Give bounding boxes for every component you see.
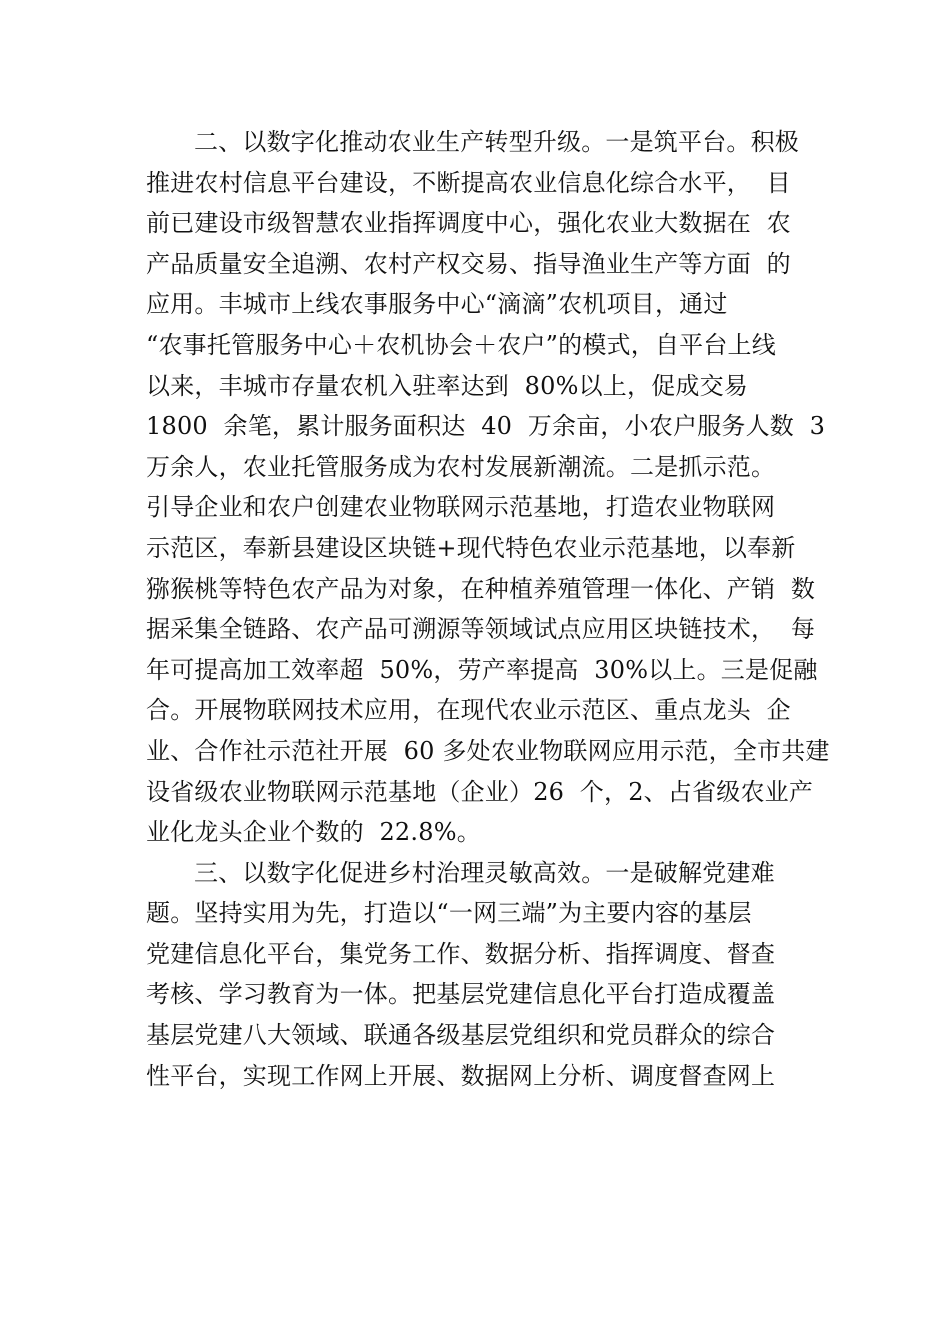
paragraph-3-line-1: 三、以数字化促进乡村治理灵敏高效。一是破解党建难	[194, 858, 775, 887]
paragraph-2-line-10: 引导企业和农户创建农业物联网示范基地，打造农业物联网	[146, 493, 776, 522]
paragraph-3-line-2: 题。坚持实用为先，打造以“一网三端”为主要内容的基层	[146, 899, 752, 928]
paragraph-2-line-5: 应用。丰城市上线农事服务中心“滴滴”农机项目，通过	[146, 290, 728, 319]
paragraph-3-line-4: 考核、学习教育为一体。把基层党建信息化平台打造成覆盖	[146, 980, 776, 1009]
paragraph-2-line-16: 业、合作社示范社开展 60 多处农业物联网应用示范，全市共建	[146, 736, 830, 765]
paragraph-2-line-8: 1800 余笔，累计服务面积达 40 万余亩，小农户服务人数 3	[146, 412, 826, 441]
paragraph-2-line-15: 合。开展物联网技术应用，在现代农业示范区、重点龙头 企	[146, 696, 791, 725]
paragraph-3-line-5: 基层党建八大领域、联通各级基层党组织和党员群众的综合	[146, 1021, 776, 1050]
paragraph-2-line-6: “农事托管服务中心＋农机协会＋农户”的模式，自平台上线	[146, 330, 776, 359]
paragraph-2-line-9: 万余人，农业托管服务成为农村发展新潮流。二是抓示范。	[146, 452, 776, 481]
paragraph-2-line-7: 以来，丰城市存量农机入驻率达到 80%以上，促成交易	[146, 371, 748, 400]
paragraph-2-line-4: 产品质量安全追溯、农村产权交易、指导渔业生产等方面 的	[146, 249, 791, 278]
paragraph-2-line-1: 二、以数字化推动农业生产转型升级。一是筑平台。积极	[194, 128, 799, 156]
paragraph-2-line-18: 业化龙头企业个数的 22.8%。	[146, 818, 481, 847]
body-text	[146, 122, 846, 1096]
paragraph-2-line-2: 推进农村信息平台建设，不断提高农业信息化综合水平， 目	[146, 168, 791, 197]
paragraph-2-line-12: 猕猴桃等特色农产品为对象，在种植养殖管理一体化、产销 数	[146, 574, 816, 603]
paragraph-2-line-14: 年可提高加工效率超 50%，劳产率提高 30%以上。三是促融	[146, 655, 818, 684]
paragraph-2-line-3: 前已建设市级智慧农业指挥调度中心，强化农业大数据在 农	[146, 209, 791, 238]
paragraph-3-line-3: 党建信息化平台，集党务工作、数据分析、指挥调度、督查	[146, 939, 776, 968]
paragraph-3-line-6: 性平台，实现工作网上开展、数据网上分析、调度督查网上	[146, 1061, 776, 1090]
paragraph-2-line-13: 据采集全链路、农产品可溯源等领域试点应用区块链技术， 每	[146, 615, 816, 644]
paragraph-2-line-11: 示范区，奉新县建设区块链+现代特色农业示范基地，以奉新	[146, 533, 796, 562]
paragraph-2-line-17: 设省级农业物联网示范基地（企业）26 个，2、占省级农业产	[146, 777, 814, 806]
